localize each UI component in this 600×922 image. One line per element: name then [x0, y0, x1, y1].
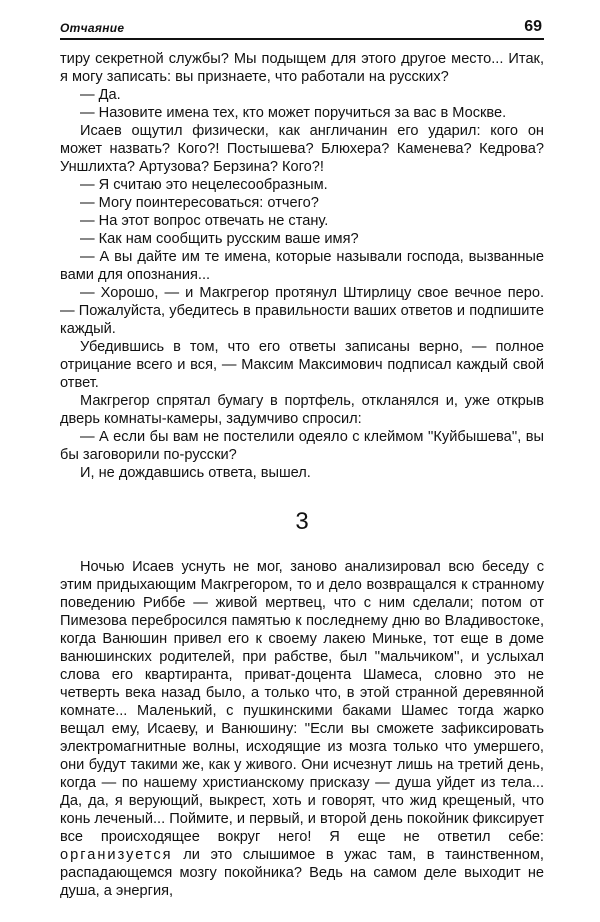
- page-number: 69: [524, 18, 542, 35]
- paragraph: — Хорошо, — и Макгрегор протянул Штирлицу свое вечное перо. — Пожалуйста, убедитесь в правильности ваших ответов и подпишите каждый.: [60, 285, 544, 337]
- paragraph: — Могу поинтересоваться: отчего?: [80, 195, 319, 211]
- paragraph: — Я считаю это нецелесообразным.: [80, 177, 328, 193]
- page-header: [60, 12, 544, 40]
- paragraph: — Назовите имена тех, кто может поручиться за вас в Москве.: [80, 105, 507, 121]
- emphasized-word: организуется: [60, 847, 173, 863]
- running-title: Отчаяние: [60, 21, 125, 35]
- paragraph: Макгрегор спрятал бумагу в портфель, откланялся и, уже открыв дверь комнаты-камеры, задумчиво спросил:: [60, 393, 544, 427]
- paragraph: — А вы дайте им те имена, которые называли господа, вызванные вами для опознания...: [60, 249, 544, 283]
- paragraph: И, не дождавшись ответа, вышел.: [80, 465, 311, 481]
- paragraph: [60, 558, 544, 900]
- paragraph: — Как нам сообщить русским ваше имя?: [80, 231, 359, 247]
- book-page: [60, 12, 544, 900]
- paragraph: — А если бы вам не постелили одеяло с клеймом ''Куйбышева'', вы бы заговорили по-русски?: [60, 429, 544, 463]
- body-text: [60, 50, 544, 900]
- paragraph: Исаев ощутил физически, как англичанин его ударил: кого он может назвать? Кого?! Постышева? Блюхера? Каменева? Кедрова? Уншлихта? Артузова? Берзина? Кого?!: [60, 123, 544, 175]
- paragraph-text: ли это слышимое в ужас там, в таинственном, распадающемся мозгу покойника? Ведь на самом деле выходит не душа, а энергия,: [60, 847, 544, 899]
- paragraph: — На этот вопрос отвечать не стану.: [80, 213, 329, 229]
- paragraph: тиру секретной службы? Мы подыщем для этого другое место... Итак, я могу записать: вы признаете, что работали на русских?: [60, 51, 544, 85]
- chapter-number: 3: [295, 508, 309, 535]
- paragraph: Убедившись в том, что его ответы записаны верно, — полное отрицание всего и вся, — Максим Максимович подписал каждый свой ответ.: [60, 339, 544, 391]
- paragraph: — Да.: [80, 87, 121, 103]
- paragraph-text: Ночью Исаев уснуть не мог, заново анализировал всю беседу с этим придыхающим Макгрегором, то и дело возвращался к странному поведению Риббе — живой мертвец, что с ним сделали; потом от Пимезова перебросился памятью к последнему дню во Владивостоке, когда Ванюшин привел его к своему лакею Миньке, тот еще в доме ванюшинских родителей, при рабстве, был ''мальчиком'', и услыхал слова его квартиранта, приват-доцента Шамеса, словно это не четверть века назад было, а только что, в этой странной деревянной комнате... Маленький, с пушкинскими баками Шамес тогда жарко вещал ему, Исаеву, и Ванюшину: ''Если вы сможете зафиксировать электромагнитные волны, исходящие из мозга только что умершего, они будут такими же, как у живого. Они исчезнут лишь на третий день, когда — по нашему христианскому присказу — душа уйдет из тела... Да, да, я верующий, выкрест, хоть и говорят, что жид крещеный, что конь леченый... Поймите, и первый, и второй день покойник фиксирует все происходящее вокруг него! Я еще не ответил себе:: [60, 559, 544, 845]
